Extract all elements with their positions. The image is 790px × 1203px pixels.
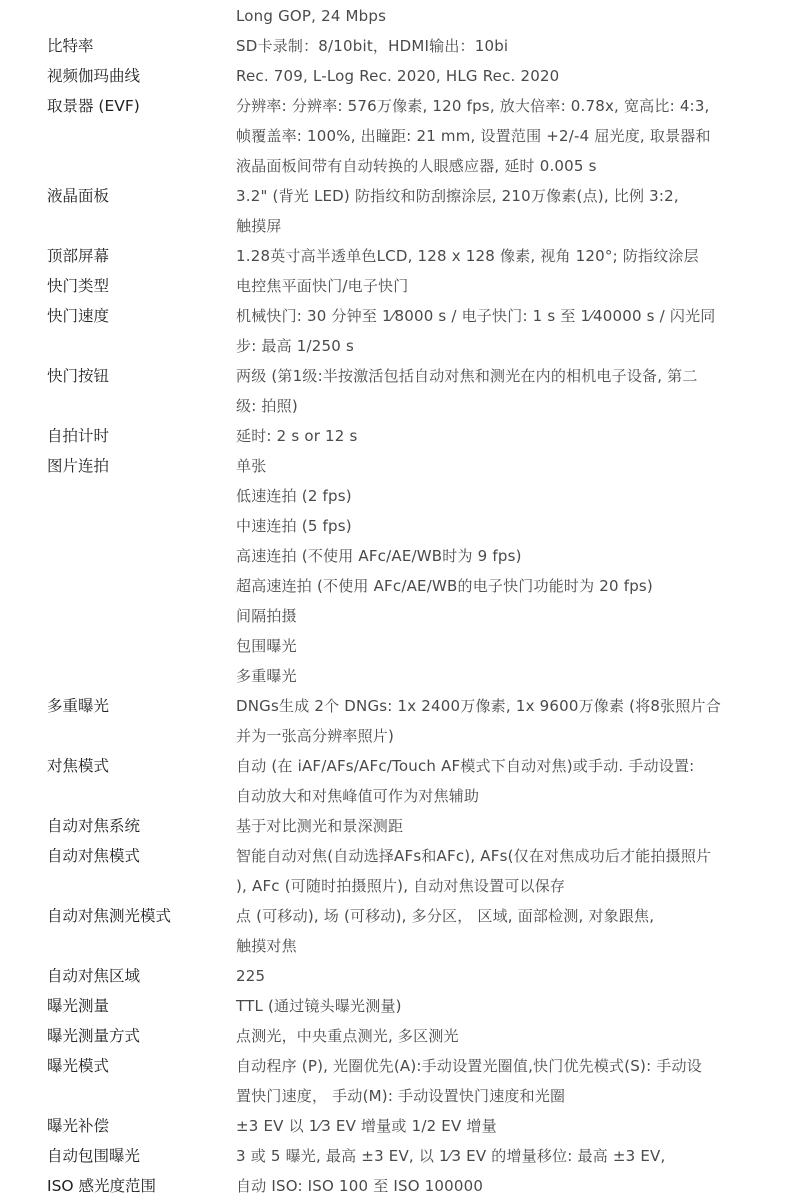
spec-label: 自拍计时 bbox=[47, 427, 110, 445]
spec-value-line: 触摸对焦 bbox=[236, 937, 297, 955]
spec-value bbox=[236, 1171, 766, 1201]
spec-value-line: 延时: 2 s or 12 s bbox=[236, 427, 358, 445]
spec-value-line: 级: 拍照) bbox=[236, 397, 298, 415]
spec-label: 比特率 bbox=[47, 37, 94, 55]
spec-label bbox=[0, 1, 236, 31]
spec-label: 快门类型 bbox=[47, 277, 110, 295]
spec-row bbox=[0, 1171, 790, 1201]
spec-row bbox=[0, 901, 790, 961]
spec-value-line: 点 (可移动), 场 (可移动), 多分区， 区域, 面部检测, 对象跟焦, bbox=[236, 907, 655, 925]
spec-value-line: 自动 ISO: ISO 100 至 ISO 100000 bbox=[236, 1177, 484, 1195]
spec-label: 自动包围曝光 bbox=[47, 1147, 141, 1165]
spec-value-line: 帧覆盖率: 100%, 出瞳距: 21 mm, 设置范围 +2/-4 屈光度, 取景器和 bbox=[236, 127, 711, 145]
spec-value-line: Long GOP, 24 Mbps bbox=[236, 7, 387, 25]
spec-value-line: 步: 最高 1/250 s bbox=[236, 337, 355, 355]
spec-row bbox=[0, 91, 790, 181]
spec-value-line: 225 bbox=[236, 967, 266, 985]
spec-value-line: Rec. 709, L-Log Rec. 2020, HLG Rec. 2020 bbox=[236, 67, 560, 85]
spec-label: 自动对焦系统 bbox=[47, 817, 141, 835]
spec-value bbox=[236, 691, 766, 751]
spec-value bbox=[236, 1141, 766, 1171]
spec-value-line: 包围曝光 bbox=[236, 637, 297, 655]
spec-row bbox=[0, 961, 790, 991]
spec-row bbox=[0, 241, 790, 271]
spec-value bbox=[236, 961, 766, 991]
spec-value-line: 自动程序 (P), 光圈优先(A):手动设置光圈值,快门优先模式(S): 手动设 bbox=[236, 1057, 702, 1075]
spec-value-line: 3 或 5 曝光, 最高 ±3 EV, 以 1⁄3 EV 的增量移位: 最高 ±3 EV, bbox=[236, 1147, 666, 1165]
spec-label: 曝光测量方式 bbox=[47, 1027, 141, 1045]
spec-value-line: 置快门速度， 手动(M): 手动设置快门速度和光圈 bbox=[236, 1087, 566, 1105]
spec-row bbox=[0, 451, 790, 691]
spec-row bbox=[0, 61, 790, 91]
spec-value bbox=[236, 751, 766, 811]
spec-value bbox=[236, 271, 766, 301]
spec-row bbox=[0, 811, 790, 841]
spec-value-line: 分辨率: 分辨率: 576万像素, 120 fps, 放大倍率: 0.78x, 宽高比: 4:3, bbox=[236, 97, 710, 115]
spec-value-line: 3.2" (背光 LED) 防指纹和防刮擦涂层, 210万像素(点), 比例 3:2, bbox=[236, 187, 679, 205]
spec-value bbox=[236, 181, 766, 241]
spec-value bbox=[236, 991, 766, 1021]
spec-value-line: 自动 (在 iAF/AFs/AFc/Touch AF模式下自动对焦)或手动. 手动设置: bbox=[236, 757, 695, 775]
spec-row bbox=[0, 1141, 790, 1171]
spec-row bbox=[0, 1111, 790, 1141]
spec-value bbox=[236, 1111, 766, 1141]
spec-value bbox=[236, 841, 766, 901]
spec-value-line: 间隔拍摄 bbox=[236, 607, 297, 625]
spec-value bbox=[236, 61, 766, 91]
spec-value-line: 自动放大和对焦峰值可作为对焦辅助 bbox=[236, 787, 480, 805]
spec-value-line: 触摸屏 bbox=[236, 217, 282, 235]
spec-value-line: 点测光，中央重点测光, 多区测光 bbox=[236, 1027, 459, 1045]
spec-label: 液晶面板 bbox=[47, 187, 110, 205]
spec-value-line: 智能自动对焦(自动选择AFs和AFc), AFs(仅在对焦成功后才能拍摄照片 bbox=[236, 847, 712, 865]
spec-value bbox=[236, 361, 766, 421]
spec-value-line: 单张 bbox=[236, 457, 267, 475]
spec-value bbox=[236, 1051, 766, 1111]
spec-row bbox=[0, 991, 790, 1021]
spec-label: 曝光测量 bbox=[47, 997, 110, 1015]
spec-value bbox=[236, 241, 766, 271]
spec-label: 曝光补偿 bbox=[47, 1117, 110, 1135]
spec-row bbox=[0, 1051, 790, 1111]
spec-label: 对焦模式 bbox=[47, 757, 110, 775]
spec-label: 取景器 (EVF) bbox=[47, 97, 140, 115]
spec-value bbox=[236, 91, 766, 181]
spec-row bbox=[0, 421, 790, 451]
spec-value-line: 电控焦平面快门/电子快门 bbox=[236, 277, 409, 295]
spec-value-line: 多重曝光 bbox=[236, 667, 297, 685]
spec-row bbox=[0, 31, 790, 61]
spec-row bbox=[0, 361, 790, 421]
spec-value-line: 1.28英寸高半透单色LCD, 128 x 128 像素, 视角 120°; 防指纹涂层 bbox=[236, 247, 699, 265]
spec-value-line: 机械快门: 30 分钟至 1⁄8000 s / 电子快门: 1 s 至 1⁄40000 s / 闪光同 bbox=[236, 307, 716, 325]
spec-label: 多重曝光 bbox=[47, 697, 110, 715]
spec-row bbox=[0, 301, 790, 361]
spec-row bbox=[0, 751, 790, 811]
spec-value bbox=[236, 31, 766, 61]
spec-value-line: DNGs生成 2个 DNGs: 1x 2400万像素, 1x 9600万像素 (将8张照片合 bbox=[236, 697, 721, 715]
spec-row bbox=[0, 181, 790, 241]
spec-table bbox=[0, 1, 790, 1201]
spec-value-line: TTL (通过镜头曝光测量) bbox=[236, 997, 402, 1015]
spec-label: 自动对焦测光模式 bbox=[47, 907, 172, 925]
spec-value bbox=[236, 1021, 766, 1051]
spec-label: ISO 感光度范围 bbox=[47, 1177, 157, 1195]
spec-label: 视频伽玛曲线 bbox=[47, 67, 141, 85]
spec-value-line: 两级 (第1级:半按激活包括自动对焦和测光在内的相机电子设备, 第二 bbox=[236, 367, 698, 385]
spec-value bbox=[236, 421, 766, 451]
spec-value-line: ), AFc (可随时拍摄照片), 自动对焦设置可以保存 bbox=[236, 877, 566, 895]
spec-label: 自动对焦区域 bbox=[47, 967, 141, 985]
spec-label: 图片连拍 bbox=[47, 457, 110, 475]
spec-row bbox=[0, 1, 790, 31]
spec-value bbox=[236, 901, 766, 961]
spec-value-line: 中速连拍 (5 fps) bbox=[236, 517, 352, 535]
spec-row bbox=[0, 271, 790, 301]
spec-value bbox=[236, 1, 766, 31]
spec-label: 快门速度 bbox=[47, 307, 110, 325]
spec-value-line: 超高速连拍 (不使用 AFc/AE/WB的电子快门功能时为 20 fps) bbox=[236, 577, 653, 595]
spec-value-line: ±3 EV 以 1⁄3 EV 增量或 1/2 EV 增量 bbox=[236, 1117, 497, 1135]
spec-label: 曝光模式 bbox=[47, 1057, 110, 1075]
spec-value-line: 并为一张高分辨率照片) bbox=[236, 727, 395, 745]
spec-value-line: 低速连拍 (2 fps) bbox=[236, 487, 352, 505]
spec-value bbox=[236, 451, 766, 691]
spec-row bbox=[0, 1021, 790, 1051]
spec-value bbox=[236, 811, 766, 841]
spec-label: 快门按钮 bbox=[47, 367, 110, 385]
spec-row bbox=[0, 841, 790, 901]
spec-label: 顶部屏幕 bbox=[47, 247, 110, 265]
spec-value-line: 基于对比测光和景深测距 bbox=[236, 817, 404, 835]
spec-value-line: 液晶面板间带有自动转换的人眼感应器, 延时 0.005 s bbox=[236, 157, 597, 175]
spec-value bbox=[236, 301, 766, 361]
spec-row bbox=[0, 691, 790, 751]
spec-label: 自动对焦模式 bbox=[47, 847, 141, 865]
spec-value-line: 高速连拍 (不使用 AFc/AE/WB时为 9 fps) bbox=[236, 547, 522, 565]
spec-value-line: SD卡录制：8/10bit，HDMI输出：10bi bbox=[236, 37, 509, 55]
